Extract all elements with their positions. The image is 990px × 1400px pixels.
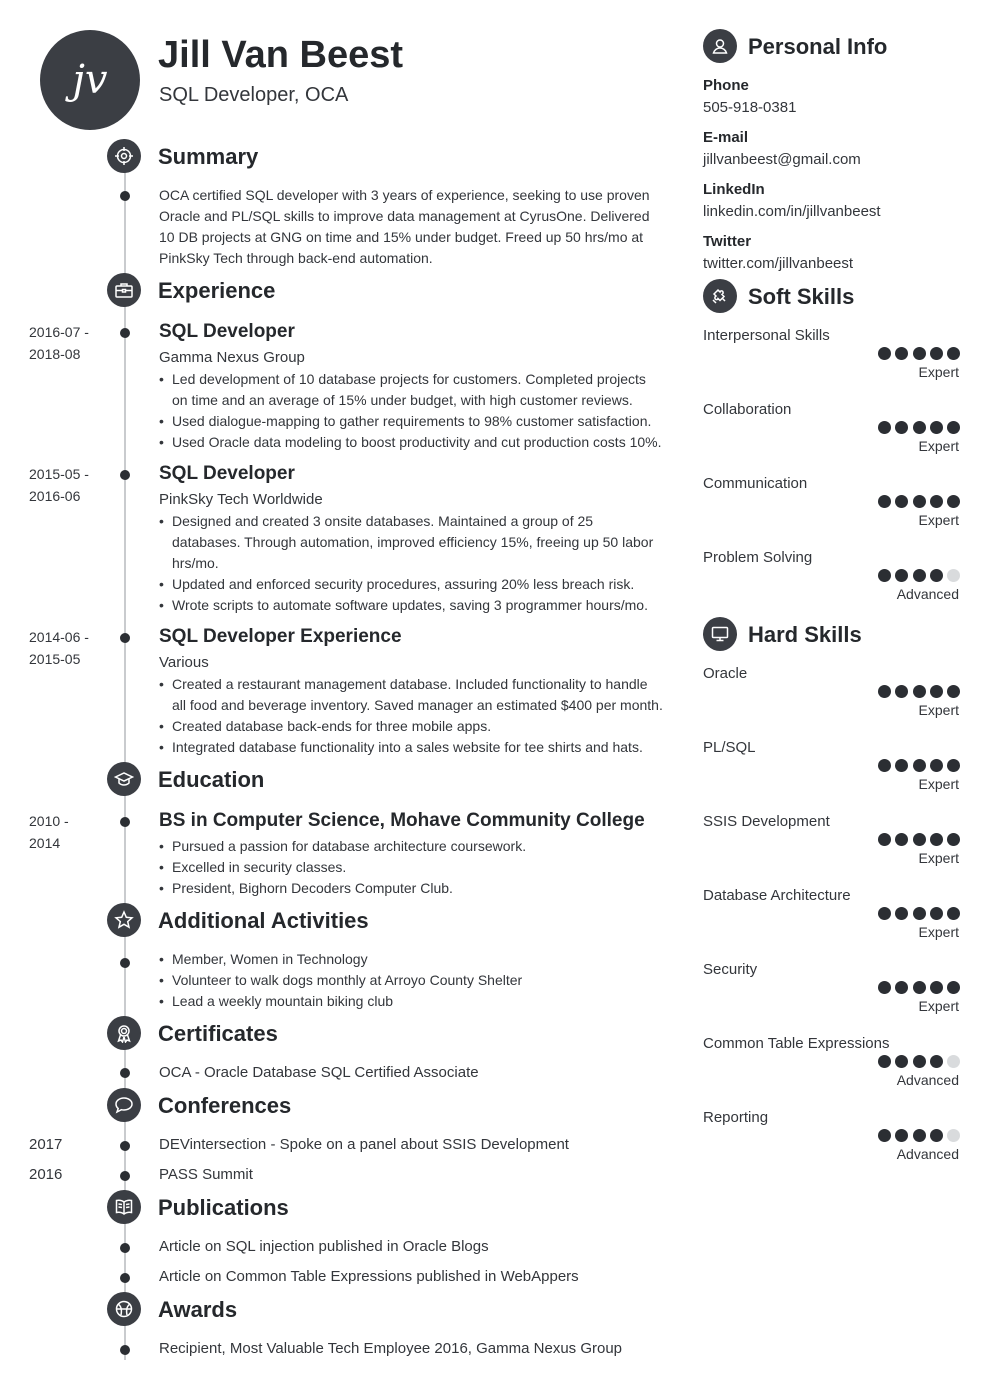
- candidate-role: SQL Developer, OCA: [159, 84, 349, 106]
- rating-dot-filled: [913, 1129, 926, 1142]
- avatar: [40, 30, 140, 130]
- rating-dot-filled: [913, 833, 926, 846]
- skill-level: Advanced: [896, 586, 959, 602]
- skill-level: Expert: [918, 924, 959, 940]
- job-title: SQL Developer: [159, 321, 295, 342]
- section-title-awards: Awards: [158, 1297, 238, 1322]
- summary-line: Oracle and PL/SQL skills to improve data management at CyrusOne. Delivered: [159, 208, 650, 224]
- bullet-item: • Pursued a passion for database architecture coursework.: [159, 836, 679, 857]
- graduation-cap-icon: [107, 762, 141, 796]
- rating-dot-filled: [878, 1055, 891, 1068]
- linkedin-label: LinkedIn: [703, 181, 765, 198]
- summary-text: [159, 185, 669, 269]
- skill-level: Expert: [918, 998, 959, 1014]
- skill-rating: [878, 347, 960, 360]
- skill-level: Expert: [918, 512, 959, 528]
- timeline-dot: [120, 817, 130, 827]
- bullet-item: • Created a restaurant management database. Included functionality to handle all food and beverage inventory. Saved manager an estimated $400 per month.: [159, 674, 679, 716]
- rating-dot-filled: [930, 759, 943, 772]
- rating-dot-filled: [878, 421, 891, 434]
- rating-dot-filled: [913, 685, 926, 698]
- rating-dot-filled: [930, 1055, 943, 1068]
- conference-year: 2016: [29, 1166, 63, 1183]
- rating-dot-filled: [878, 833, 891, 846]
- rating-dot-filled: [895, 981, 908, 994]
- rating-dot-filled: [947, 981, 960, 994]
- rating-dot-filled: [930, 421, 943, 434]
- education-dates: [29, 810, 69, 854]
- rating-dot-filled: [878, 685, 891, 698]
- skill-level: Advanced: [896, 1072, 959, 1088]
- summary-line: PinkSky Tech through back-end automation.: [159, 250, 433, 266]
- activities-bullets: [159, 949, 679, 1012]
- timeline-dot: [120, 1345, 130, 1355]
- rating-dot-filled: [947, 685, 960, 698]
- job-bullets: [159, 511, 679, 616]
- section-title-activities: Additional Activities: [158, 908, 369, 933]
- job-dates: [29, 463, 89, 507]
- rating-dot-filled: [947, 907, 960, 920]
- timeline-dot: [120, 470, 130, 480]
- rating-dot-filled: [878, 981, 891, 994]
- bullet-item: • Used dialogue-mapping to gather requirements to 98% customer satisfaction.: [159, 411, 679, 432]
- summary-line: OCA certified SQL developer with 3 years of experience, seeking to use proven: [159, 187, 650, 203]
- date-end: 2014: [29, 835, 61, 851]
- rating-dot-filled: [878, 495, 891, 508]
- user-icon: [703, 29, 737, 63]
- skill-name: SSIS Development: [703, 813, 830, 830]
- rating-dot-filled: [930, 569, 943, 582]
- rating-dot-filled: [878, 907, 891, 920]
- skill-level: Expert: [918, 364, 959, 380]
- rating-dot-filled: [930, 1129, 943, 1142]
- certificate-item: OCA - Oracle Database SQL Certified Associate: [159, 1064, 479, 1081]
- timeline-dot: [120, 1243, 130, 1253]
- skill-rating: [878, 981, 960, 994]
- puzzle-icon: [703, 279, 737, 313]
- bullet-item: • Member, Women in Technology: [159, 949, 679, 970]
- target-icon: [107, 139, 141, 173]
- star-icon: [107, 903, 141, 937]
- rating-dot-filled: [878, 347, 891, 360]
- timeline-dot: [120, 328, 130, 338]
- bullet-item: • Integrated database functionality into a sales website for tee shirts and hats.: [159, 737, 679, 758]
- email-label: E-mail: [703, 129, 749, 146]
- skill-level: Expert: [918, 702, 959, 718]
- rating-dot-filled: [930, 981, 943, 994]
- rating-dot-filled: [930, 685, 943, 698]
- section-title-certificates: Certificates: [158, 1021, 278, 1046]
- rating-dot-filled: [895, 1129, 908, 1142]
- rating-dot-filled: [895, 347, 908, 360]
- open-book-icon: [107, 1190, 141, 1224]
- speech-bubble-icon: [107, 1088, 141, 1122]
- rating-dot-filled: [878, 1129, 891, 1142]
- date-start: 2015-05 -: [29, 466, 89, 482]
- twitter-value: twitter.com/jillvanbeest: [703, 255, 854, 272]
- skill-level: Advanced: [896, 1146, 959, 1162]
- skill-name: Communication: [703, 475, 808, 492]
- skill-rating: [878, 833, 960, 846]
- rating-dot-filled: [930, 495, 943, 508]
- bullet-item: • Updated and enforced security procedures, assuring 20% less breach risk.: [159, 574, 679, 595]
- rating-dot-filled: [930, 347, 943, 360]
- skill-name: Security: [703, 961, 758, 978]
- date-end: 2015-05: [29, 651, 81, 667]
- timeline-dot: [120, 1141, 130, 1151]
- skill-name: Collaboration: [703, 401, 792, 418]
- degree-title: BS in Computer Science, Mohave Community College: [159, 810, 645, 831]
- rating-dot-filled: [913, 907, 926, 920]
- conference-year: 2017: [29, 1136, 63, 1153]
- rating-dot-filled: [895, 759, 908, 772]
- timeline-dot: [120, 1068, 130, 1078]
- timeline-dot: [120, 633, 130, 643]
- award-ribbon-icon: [107, 1016, 141, 1050]
- skill-rating: [878, 907, 960, 920]
- date-start: 2014-06 -: [29, 629, 89, 645]
- skill-name: Problem Solving: [703, 549, 813, 566]
- section-title-publications: Publications: [158, 1195, 289, 1220]
- job-company: Various: [159, 654, 209, 671]
- section-title-summary: Summary: [158, 144, 259, 169]
- rating-dot-filled: [895, 685, 908, 698]
- conference-item: DEVintersection - Spoke on a panel about SSIS Development: [159, 1136, 569, 1153]
- date-start: 2016-07 -: [29, 324, 89, 340]
- skill-level: Expert: [918, 850, 959, 866]
- skill-rating: [878, 495, 960, 508]
- skill-rating: [878, 1055, 960, 1068]
- rating-dot-empty: [947, 569, 960, 582]
- rating-dot-filled: [895, 907, 908, 920]
- rating-dot-filled: [913, 495, 926, 508]
- bullet-item: • Excelled in security classes.: [159, 857, 679, 878]
- conference-item: PASS Summit: [159, 1166, 253, 1183]
- section-title-hard-skills: Hard Skills: [748, 622, 862, 647]
- rating-dot-filled: [913, 981, 926, 994]
- skill-name: Oracle: [703, 665, 748, 682]
- education-bullets: [159, 836, 679, 899]
- skill-level: Expert: [918, 776, 959, 792]
- rating-dot-filled: [947, 347, 960, 360]
- rating-dot-filled: [895, 833, 908, 846]
- phone-value: 505-918-0381: [703, 99, 797, 116]
- rating-dot-empty: [947, 1055, 960, 1068]
- job-company: PinkSky Tech Worldwide: [159, 491, 323, 508]
- timeline-dot: [120, 191, 130, 201]
- section-title-education: Education: [158, 767, 265, 792]
- rating-dot-filled: [947, 495, 960, 508]
- skill-name: Common Table Expressions: [703, 1035, 890, 1052]
- rating-dot-filled: [913, 347, 926, 360]
- skill-level: Expert: [918, 438, 959, 454]
- rating-dot-filled: [947, 759, 960, 772]
- skill-name: Reporting: [703, 1109, 769, 1126]
- job-bullets: [159, 674, 679, 758]
- bullet-item: • Led development of 10 database projects for customers. Completed projects on time and an average of 15% under budget, with high customer reviews.: [159, 369, 679, 411]
- rating-dot-empty: [947, 1129, 960, 1142]
- section-title-soft-skills: Soft Skills: [748, 284, 855, 309]
- rating-dot-filled: [913, 1055, 926, 1068]
- award-item: Recipient, Most Valuable Tech Employee 2016, Gamma Nexus Group: [159, 1340, 623, 1357]
- rating-dot-filled: [913, 421, 926, 434]
- linkedin-value: linkedin.com/in/jillvanbeest: [703, 203, 881, 220]
- bullet-item: • Designed and created 3 onsite databases. Maintained a group of 25 databases. Through automation, improved efficiency 15%, freeing up 50 labor hrs/mo.: [159, 511, 679, 574]
- skill-rating: [878, 759, 960, 772]
- rating-dot-filled: [878, 569, 891, 582]
- twitter-label: Twitter: [703, 233, 752, 250]
- timeline-dot: [120, 1273, 130, 1283]
- rating-dot-filled: [895, 569, 908, 582]
- rating-dot-filled: [895, 495, 908, 508]
- section-title-personal-info: Personal Info: [748, 34, 888, 59]
- timeline-dot: [120, 1171, 130, 1181]
- section-title-conferences: Conferences: [158, 1093, 292, 1118]
- publication-item: Article on SQL injection published in Oracle Blogs: [159, 1238, 489, 1255]
- job-company: Gamma Nexus Group: [159, 349, 305, 366]
- skill-rating: [878, 569, 960, 582]
- publication-item: Article on Common Table Expressions published in WebAppers: [159, 1268, 579, 1285]
- section-title-experience: Experience: [158, 278, 276, 303]
- bullet-item: • Created database back-ends for three mobile apps.: [159, 716, 679, 737]
- job-dates: [29, 626, 89, 670]
- phone-label: Phone: [703, 77, 749, 94]
- job-bullets: [159, 369, 679, 453]
- bullet-item: • Volunteer to walk dogs monthly at Arroyo County Shelter: [159, 970, 679, 991]
- timeline-dot: [120, 958, 130, 968]
- rating-dot-filled: [895, 421, 908, 434]
- candidate-name: Jill Van Beest: [158, 34, 404, 76]
- skill-name: PL/SQL: [703, 739, 756, 756]
- avatar-initials: jv: [72, 57, 108, 103]
- briefcase-icon: [107, 273, 141, 307]
- date-start: 2010 -: [29, 813, 69, 829]
- rating-dot-filled: [913, 569, 926, 582]
- bullet-item: • Used Oracle data modeling to boost productivity and cut production costs 10%.: [159, 432, 679, 453]
- bullet-item: • Wrote scripts to automate software updates, saving 3 programmer hours/mo.: [159, 595, 679, 616]
- rating-dot-filled: [878, 759, 891, 772]
- skill-name: Interpersonal Skills: [703, 327, 830, 344]
- bullet-item: • Lead a weekly mountain biking club: [159, 991, 679, 1012]
- date-end: 2016-06: [29, 488, 81, 504]
- skill-rating: [878, 685, 960, 698]
- rating-dot-filled: [930, 907, 943, 920]
- bullet-item: • President, Bighorn Decoders Computer Club.: [159, 878, 679, 899]
- rating-dot-filled: [930, 833, 943, 846]
- rating-dot-filled: [895, 1055, 908, 1068]
- monitor-icon: [703, 617, 737, 651]
- date-end: 2018-08: [29, 346, 81, 362]
- summary-line: 10 DB projects at GNG on time and 15% under budget. Freed up 50 hrs/mo at: [159, 229, 644, 245]
- rating-dot-filled: [947, 833, 960, 846]
- job-dates: [29, 321, 89, 365]
- ball-icon: [107, 1292, 141, 1326]
- rating-dot-filled: [947, 421, 960, 434]
- job-title: SQL Developer: [159, 463, 295, 484]
- skill-name: Database Architecture: [703, 887, 851, 904]
- rating-dot-filled: [913, 759, 926, 772]
- skill-rating: [878, 1129, 960, 1142]
- job-title: SQL Developer Experience: [159, 626, 402, 647]
- email-value: jillvanbeest@gmail.com: [703, 151, 861, 168]
- skill-rating: [878, 421, 960, 434]
